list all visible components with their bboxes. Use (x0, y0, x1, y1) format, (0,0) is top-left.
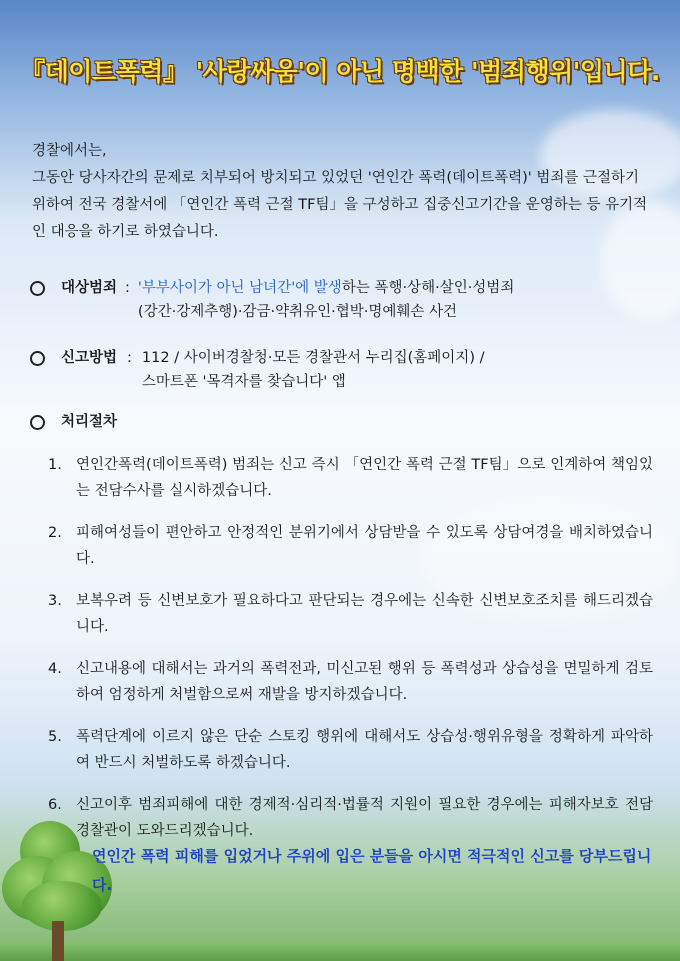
report-label: 신고방법 (61, 350, 118, 366)
procedure-steps (48, 452, 653, 860)
procedure-section (30, 410, 660, 434)
circle-bullet-icon (30, 281, 45, 296)
list-item: 6. 신고이후 범죄피해에 대한 경제적·심리적·법률적 지원이 필요한 경우에는 피해자보호 전담경찰관이 도와드리겠습니다. (48, 797, 653, 839)
list-item: 4. 신고내용에 대해서는 과거의 폭력전과, 미신고된 행위 등 폭력성과 상습성을 면밀하게 검토하여 엄정하게 처벌함으로써 재발을 방지하겠습니다. (48, 661, 653, 703)
closing-message: 연인간 폭력 피해를 입었거나 주위에 입은 분들을 아시면 적극적인 신고를 당부드립니다. (92, 847, 652, 894)
target-label: 대상범죄 (61, 280, 118, 296)
report-method-section: 신고방법 : 112 / 사이버경찰청·모든 경찰관서 누리집(홈페이지) / 스마트폰 '목격자를 찾습니다' 앱 (30, 346, 660, 394)
list-item: 5. 폭력단계에 이르지 않은 단순 스토킹 행위에 대해서도 상습성·행위유형을 정확하게 파악하여 반드시 처벌하도록 하겠습니다. (48, 729, 653, 771)
page-title: 『데이트폭력』 '사랑싸움'이 아닌 명백한 '범죄행위'입니다. (20, 57, 660, 86)
circle-bullet-icon (30, 415, 45, 430)
list-item: 2. 피해여성들이 편안하고 안정적인 분위기에서 상담받을 수 있도록 상담여경을 배치하였습니다. (48, 525, 653, 567)
target-line2: (강간·강제추행)·감금·약취유인·협박·명예훼손 사건 (137, 304, 458, 320)
list-item: 3. 보복우려 등 신변보호가 필요하다고 판단되는 경우에는 신속한 신변보호조치를 해드리겠습니다. (48, 593, 653, 635)
target-text: 하는 폭행·상해·살인·성범죄 (341, 280, 515, 296)
intro-paragraph (32, 138, 652, 246)
list-item: 1. 연인간폭력(데이트폭력) 범죄는 신고 즉시 「연인간 폭력 근절 TF팀」으로 인계하여 책임있는 전담수사를 실시하겠습니다. (48, 457, 653, 499)
target-crime-section: 대상범죄 : '부부사이가 아닌 남녀간'에 발생하는 폭행·상해·살인·성범죄 (강간·강제추행)·감금·약취유인·협박·명예훼손 사건 (30, 276, 660, 324)
report-line2: 스마트폰 '목격자를 찾습니다' 앱 (141, 374, 346, 390)
report-line1: 112 / 사이버경찰청·모든 경찰관서 누리집(홈페이지) / (141, 350, 485, 366)
target-content (138, 276, 660, 324)
report-content (142, 346, 660, 394)
intro-greeting: 경찰에서는, (32, 143, 107, 159)
procedure-label: 처리절차 (61, 414, 118, 430)
circle-bullet-icon (30, 351, 45, 366)
target-highlight: '부부사이가 아닌 남녀간'에 발생 (137, 280, 342, 296)
intro-body: 그동안 당사자간의 문제로 치부되어 방치되고 있었던 '연인간 폭력(데이트폭력)' 범죄를 근절하기 위하여 전국 경찰서에 「연인간 폭력 근절 TF팀」을 구성하고 집중신고기간을 운영하는 등 유기적인 대응을 하기로 하였습니다. (32, 170, 648, 240)
